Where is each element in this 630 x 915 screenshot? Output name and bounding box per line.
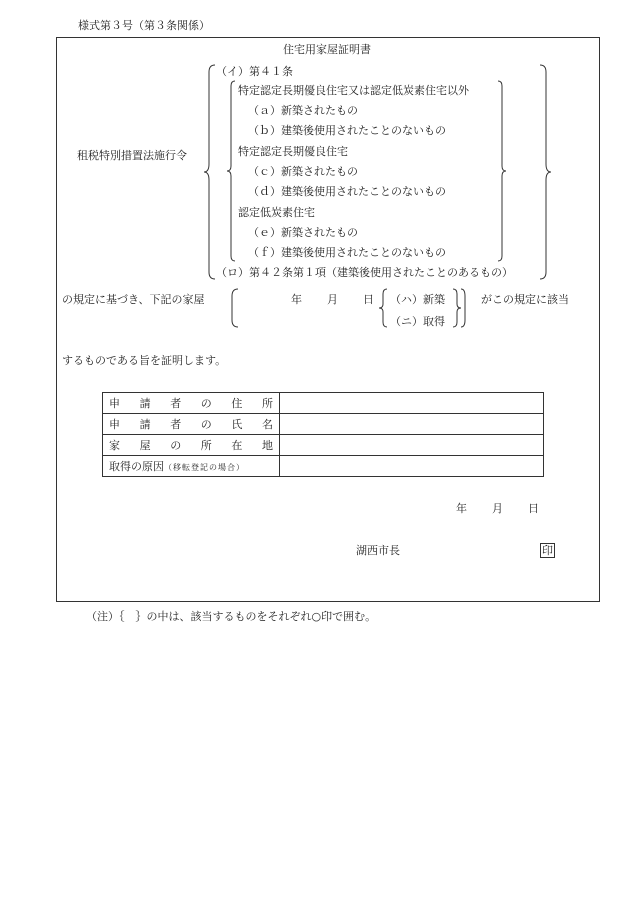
group3-title: 認定低炭素住宅	[238, 206, 315, 219]
group1-title: 特定認定長期優良住宅又は認定低炭素住宅以外	[238, 84, 469, 97]
label-char: 屋	[139, 438, 151, 452]
issue-month: 月	[492, 502, 503, 515]
label-char: 者	[170, 417, 182, 431]
item-e: （ｅ）新築されたもの	[248, 226, 358, 239]
date-year: 年	[291, 293, 302, 306]
option-right-brace	[452, 288, 470, 328]
inner-right-brace	[497, 80, 507, 262]
item-b: （ｂ）建築後使用されたことのないもの	[248, 124, 446, 137]
basis-suffix: がこの規定に該当	[481, 293, 569, 306]
row-value[interactable]	[280, 435, 544, 456]
spread-label	[109, 419, 273, 430]
table-row	[103, 414, 544, 435]
mayor-title: 湖西市長	[356, 544, 400, 557]
date-day: 日	[363, 293, 374, 306]
label-char: 氏	[231, 417, 243, 431]
label-char: の	[200, 396, 212, 410]
label-char: の	[200, 417, 212, 431]
applicant-table	[102, 392, 544, 477]
row-value[interactable]	[280, 414, 544, 435]
basis-prefix: の規定に基づき、下記の家屋	[62, 293, 205, 306]
certificate-title: 住宅用家屋証明書	[283, 43, 371, 56]
certify-text: するものである旨を証明します。	[62, 354, 227, 367]
date-left-paren	[231, 288, 239, 328]
table-row	[103, 456, 544, 477]
table-row	[103, 393, 544, 414]
date-month: 月	[327, 293, 338, 306]
row-label	[103, 393, 280, 414]
label-char: 請	[139, 417, 151, 431]
clause-i: （イ）第４１条	[216, 65, 293, 78]
issue-year: 年	[456, 502, 467, 515]
label-char: 者	[170, 396, 182, 410]
label-char: 申	[109, 417, 120, 431]
group2-title: 特定認定長期優良住宅	[238, 145, 348, 158]
table-row	[103, 435, 544, 456]
option-new: （ハ）新築	[390, 293, 445, 306]
row-value[interactable]	[280, 393, 544, 414]
spread-label	[109, 440, 273, 451]
seal-mark	[540, 543, 555, 558]
form-id: 様式第３号（第３条関係）	[78, 19, 210, 32]
item-d: （ｄ）建築後使用されたことのないもの	[248, 185, 446, 198]
label-char: 申	[109, 396, 120, 410]
label-char: 地	[261, 438, 273, 452]
item-a: （ａ）新築されたもの	[248, 104, 358, 117]
item-c: （ｃ）新築されたもの	[248, 165, 358, 178]
label-char: 住	[231, 396, 243, 410]
label-char: 家	[109, 438, 120, 452]
option-left-brace	[378, 288, 388, 328]
label-char: 請	[139, 396, 151, 410]
row-label	[103, 435, 280, 456]
law-name: 租税特別措置法施行令	[77, 149, 187, 162]
item-f: （ｆ）建築後使用されたことのないもの	[248, 246, 446, 259]
inner-left-brace	[226, 80, 236, 262]
footnote: （注）｛ ｝の中は、該当するものをそれぞれ○印で囲む。	[86, 610, 377, 623]
clause-ro: （ロ）第４２条第１項（建築後使用されたことのあるもの）	[216, 266, 513, 279]
label-char: 所	[200, 438, 212, 452]
label-char: の	[170, 438, 182, 452]
spread-label	[109, 398, 273, 409]
outer-right-brace	[538, 64, 552, 280]
label-char: 名	[261, 417, 273, 431]
label-char: 所	[261, 396, 273, 410]
certificate-frame	[56, 37, 600, 602]
row-label	[103, 456, 280, 477]
label-char: 在	[231, 438, 243, 452]
option-acquire: （ニ）取得	[390, 315, 445, 328]
cause-label: 取得の原因	[109, 459, 164, 473]
issue-day: 日	[528, 502, 539, 515]
cause-note: （移転登記の場合）	[164, 462, 245, 472]
row-value[interactable]	[280, 456, 544, 477]
seal-box: 印	[542, 544, 553, 557]
row-label	[103, 414, 280, 435]
outer-left-brace	[203, 64, 217, 280]
